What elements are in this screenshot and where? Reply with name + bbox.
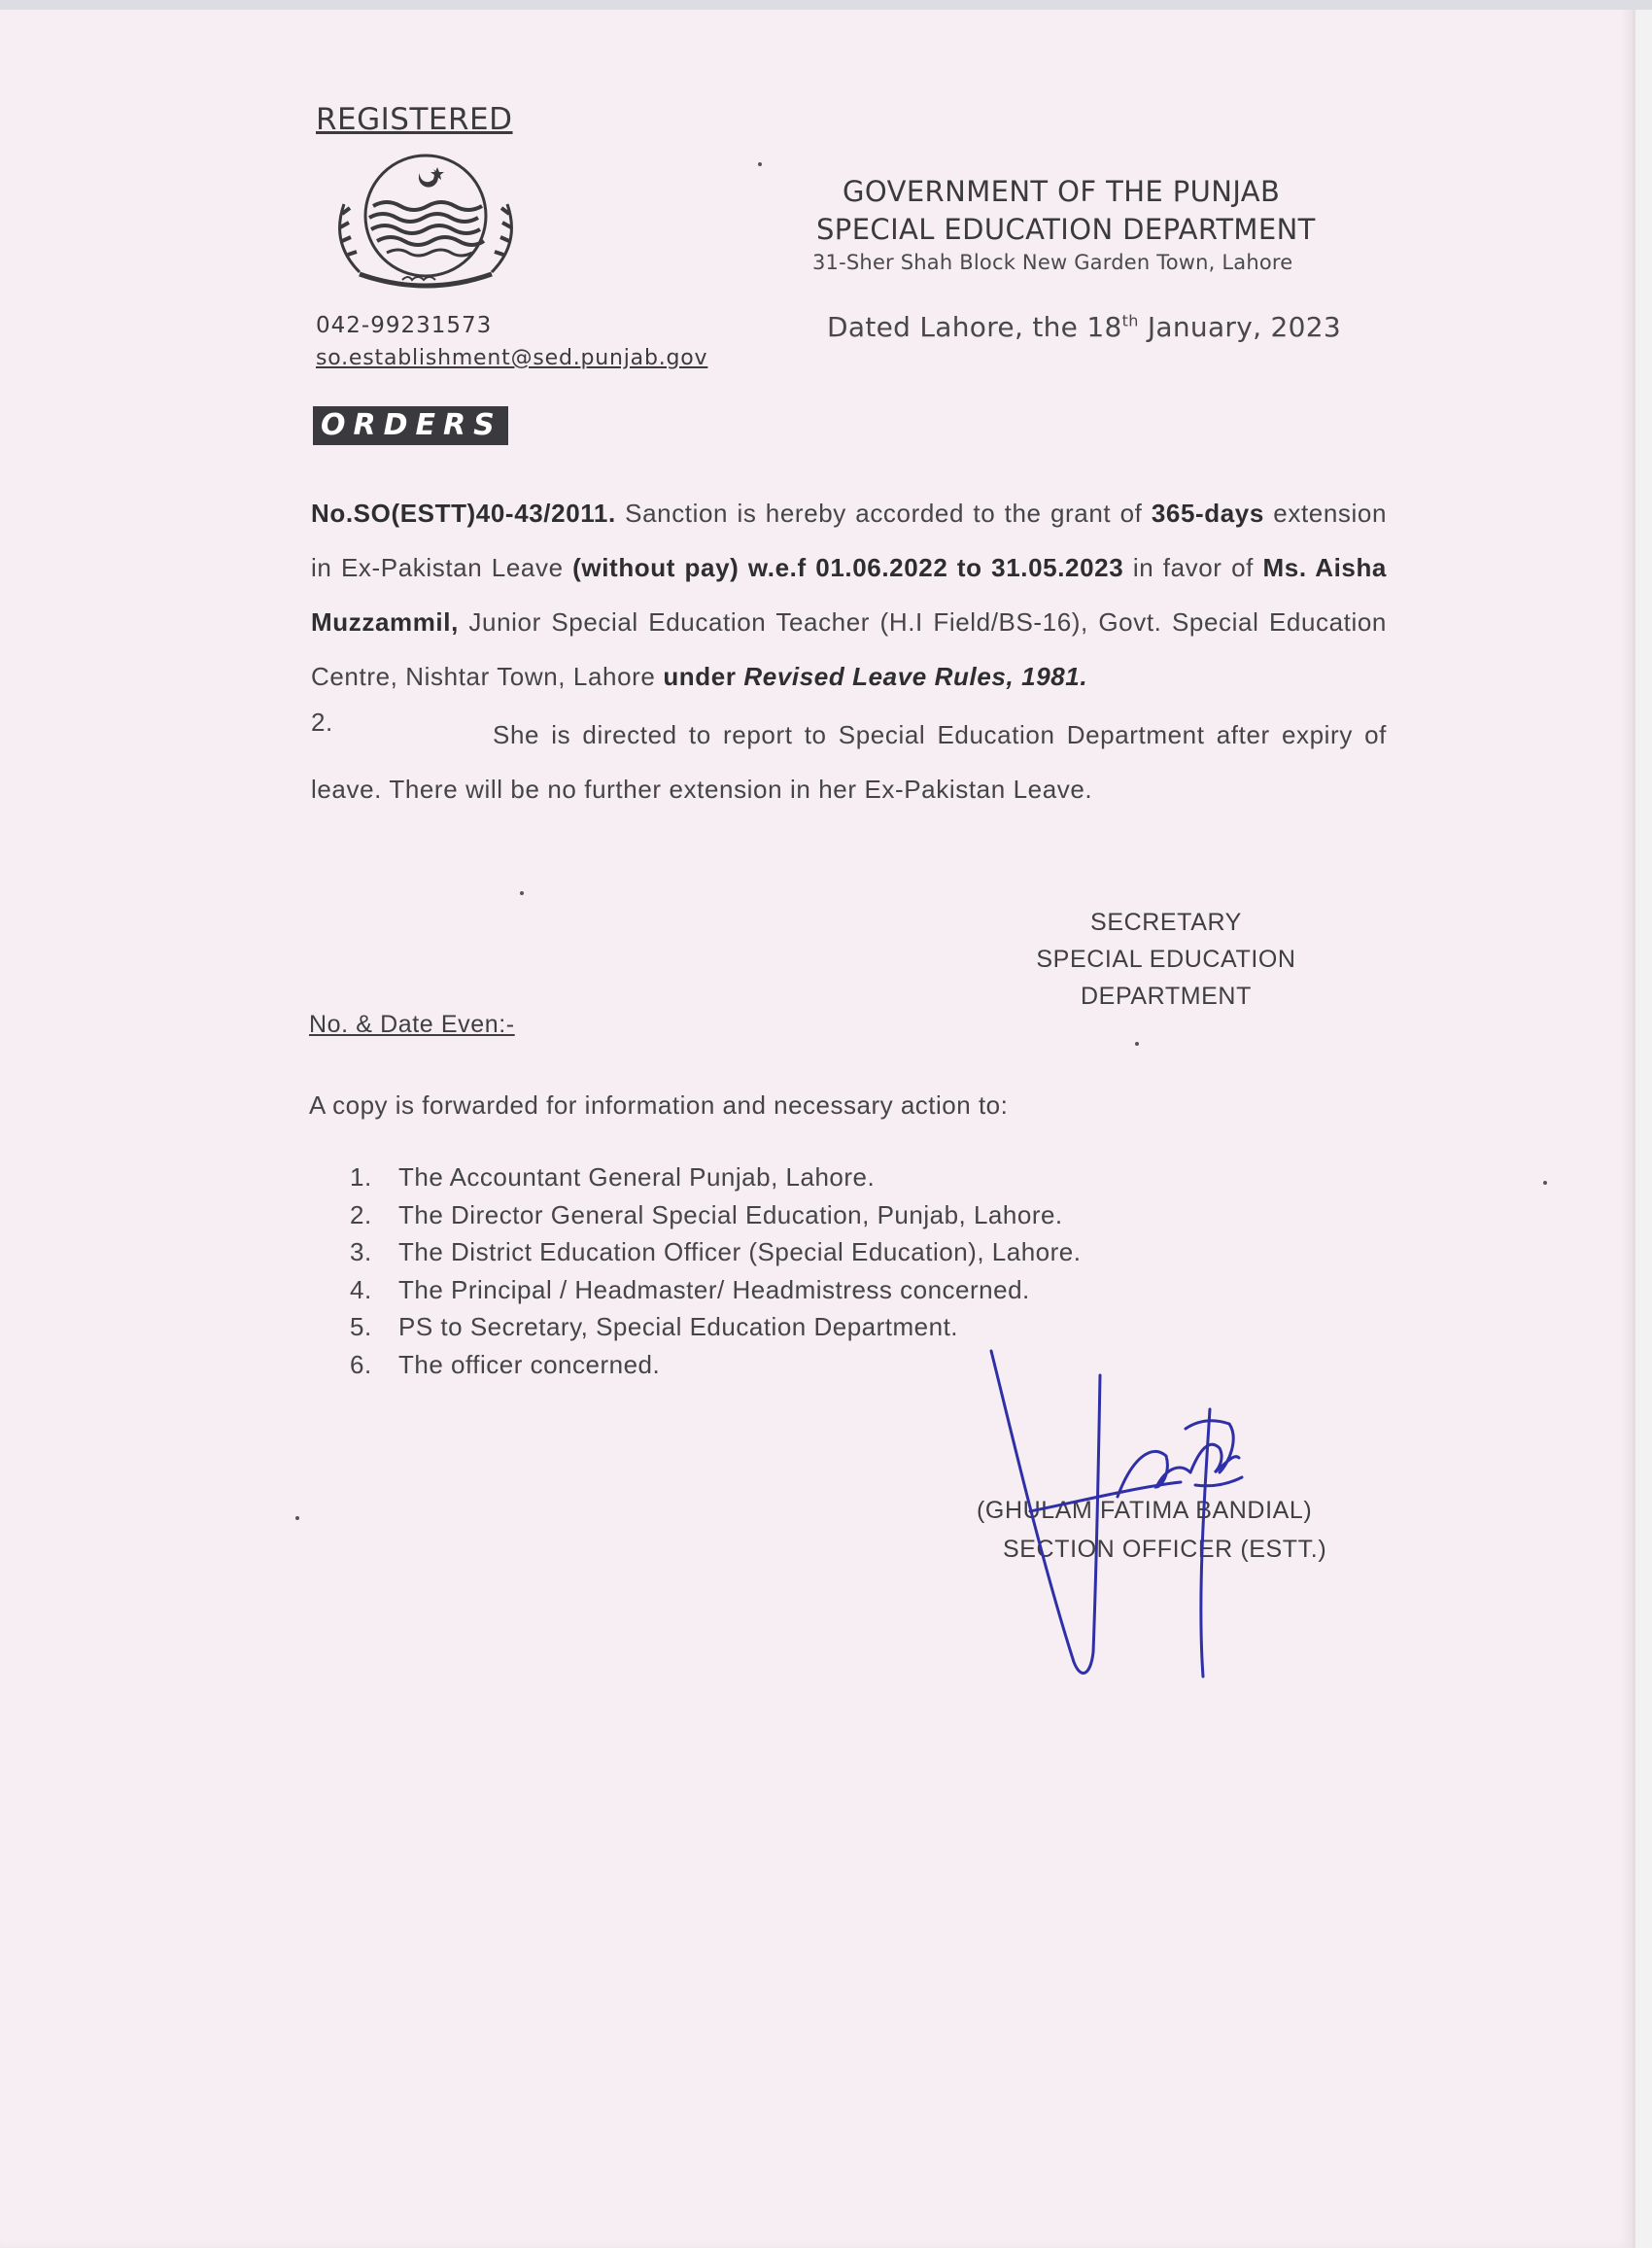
paragraph-2-number: 2. <box>311 708 333 737</box>
list-item-text: The Principal / Headmaster/ Headmistress concerned. <box>398 1274 1030 1304</box>
phone-number: 042-99231573 <box>316 313 493 338</box>
order-reference-number: No.SO(ESTT)40-43/2011. <box>311 499 616 528</box>
scan-speck <box>295 1516 299 1520</box>
scan-speck <box>520 891 524 895</box>
copy-forward-intro: A copy is forwarded for information and necessary action to: <box>309 1090 1009 1120</box>
department-title: SPECIAL EDUCATION DEPARTMENT <box>816 213 1316 246</box>
list-item-number: 3. <box>350 1237 372 1266</box>
list-item <box>350 1233 1081 1271</box>
leave-period: (without pay) w.e.f 01.06.2022 to 31.05.2023 <box>572 553 1124 582</box>
list-item-text: The Accountant General Punjab, Lahore. <box>398 1162 876 1192</box>
scan-speck <box>758 162 762 166</box>
list-item <box>350 1196 1081 1234</box>
secretary-line-2: SPECIAL EDUCATION <box>1036 946 1296 973</box>
order-paragraph-1 <box>311 486 1387 704</box>
dated-suffix: January, 2023 <box>1138 311 1341 343</box>
secretary-line-3: DEPARTMENT <box>1081 983 1252 1010</box>
list-item-text: The officer concerned. <box>398 1349 661 1379</box>
order-text-segment: Sanction is hereby accorded to the grant of <box>615 499 1152 528</box>
list-item-number: 2. <box>350 1199 372 1229</box>
order-text-segment: extension in Ex-Pakistan Leave <box>311 499 1387 582</box>
order-paragraph-2 <box>311 708 1387 816</box>
punjab-emblem-icon <box>321 146 534 301</box>
leave-rules: Revised Leave Rules, 1981. <box>743 662 1088 691</box>
orders-heading: ORDERS <box>313 406 508 445</box>
scan-speck <box>1543 1181 1547 1185</box>
scan-speck <box>1135 1042 1139 1046</box>
government-title: GOVERNMENT OF THE PUNJAB <box>843 175 1281 208</box>
list-item-text: PS to Secretary, Special Education Department. <box>398 1312 959 1341</box>
secretary-line-1: SECRETARY <box>1090 909 1242 936</box>
order-text-under: under <box>663 662 744 691</box>
no-date-even: No. & Date Even:- <box>309 1011 515 1038</box>
list-item <box>350 1159 1081 1196</box>
paragraph-2-text: She is directed to report to Special Education Department after expiry of leave. There will be no further extension in her Ex-Pakistan Leave. <box>311 720 1387 804</box>
order-text-segment: in favor of <box>1123 553 1263 582</box>
list-item <box>350 1308 1081 1346</box>
scan-edge <box>0 0 1652 10</box>
registered-label: REGISTERED <box>316 102 513 137</box>
signatory-name: (GHULAM FATIMA BANDIAL) <box>977 1497 1313 1524</box>
list-item-number: 1. <box>350 1162 372 1192</box>
department-address: 31-Sher Shah Block New Garden Town, Lahore <box>812 251 1293 274</box>
list-item-text: The District Education Officer (Special Education), Lahore. <box>398 1237 1082 1266</box>
dated-ordinal: th <box>1121 311 1139 330</box>
employee-name: Ms. Aisha Muzzammil, <box>311 553 1387 637</box>
list-item-text: The Director General Special Education, Punjab, Lahore. <box>398 1199 1063 1229</box>
secretary-block <box>1030 904 1302 1015</box>
document-date <box>827 311 1341 343</box>
list-item-number: 6. <box>350 1349 372 1379</box>
list-item <box>350 1271 1081 1309</box>
signatory-title: SECTION OFFICER (ESTT.) <box>1003 1536 1327 1563</box>
list-item-number: 5. <box>350 1312 372 1341</box>
dated-prefix: Dated Lahore, the 18 <box>827 311 1122 343</box>
email-address: so.establishment@sed.punjab.gov <box>316 346 708 370</box>
order-text-segment: Junior Special Education Teacher (H.I Field/BS-16), Govt. Special Education Centre, Nishtar Town, Lahore <box>311 607 1387 691</box>
list-item-number: 4. <box>350 1274 372 1304</box>
handwritten-signature-icon <box>972 1341 1283 1691</box>
leave-duration: 365-days <box>1151 499 1264 528</box>
